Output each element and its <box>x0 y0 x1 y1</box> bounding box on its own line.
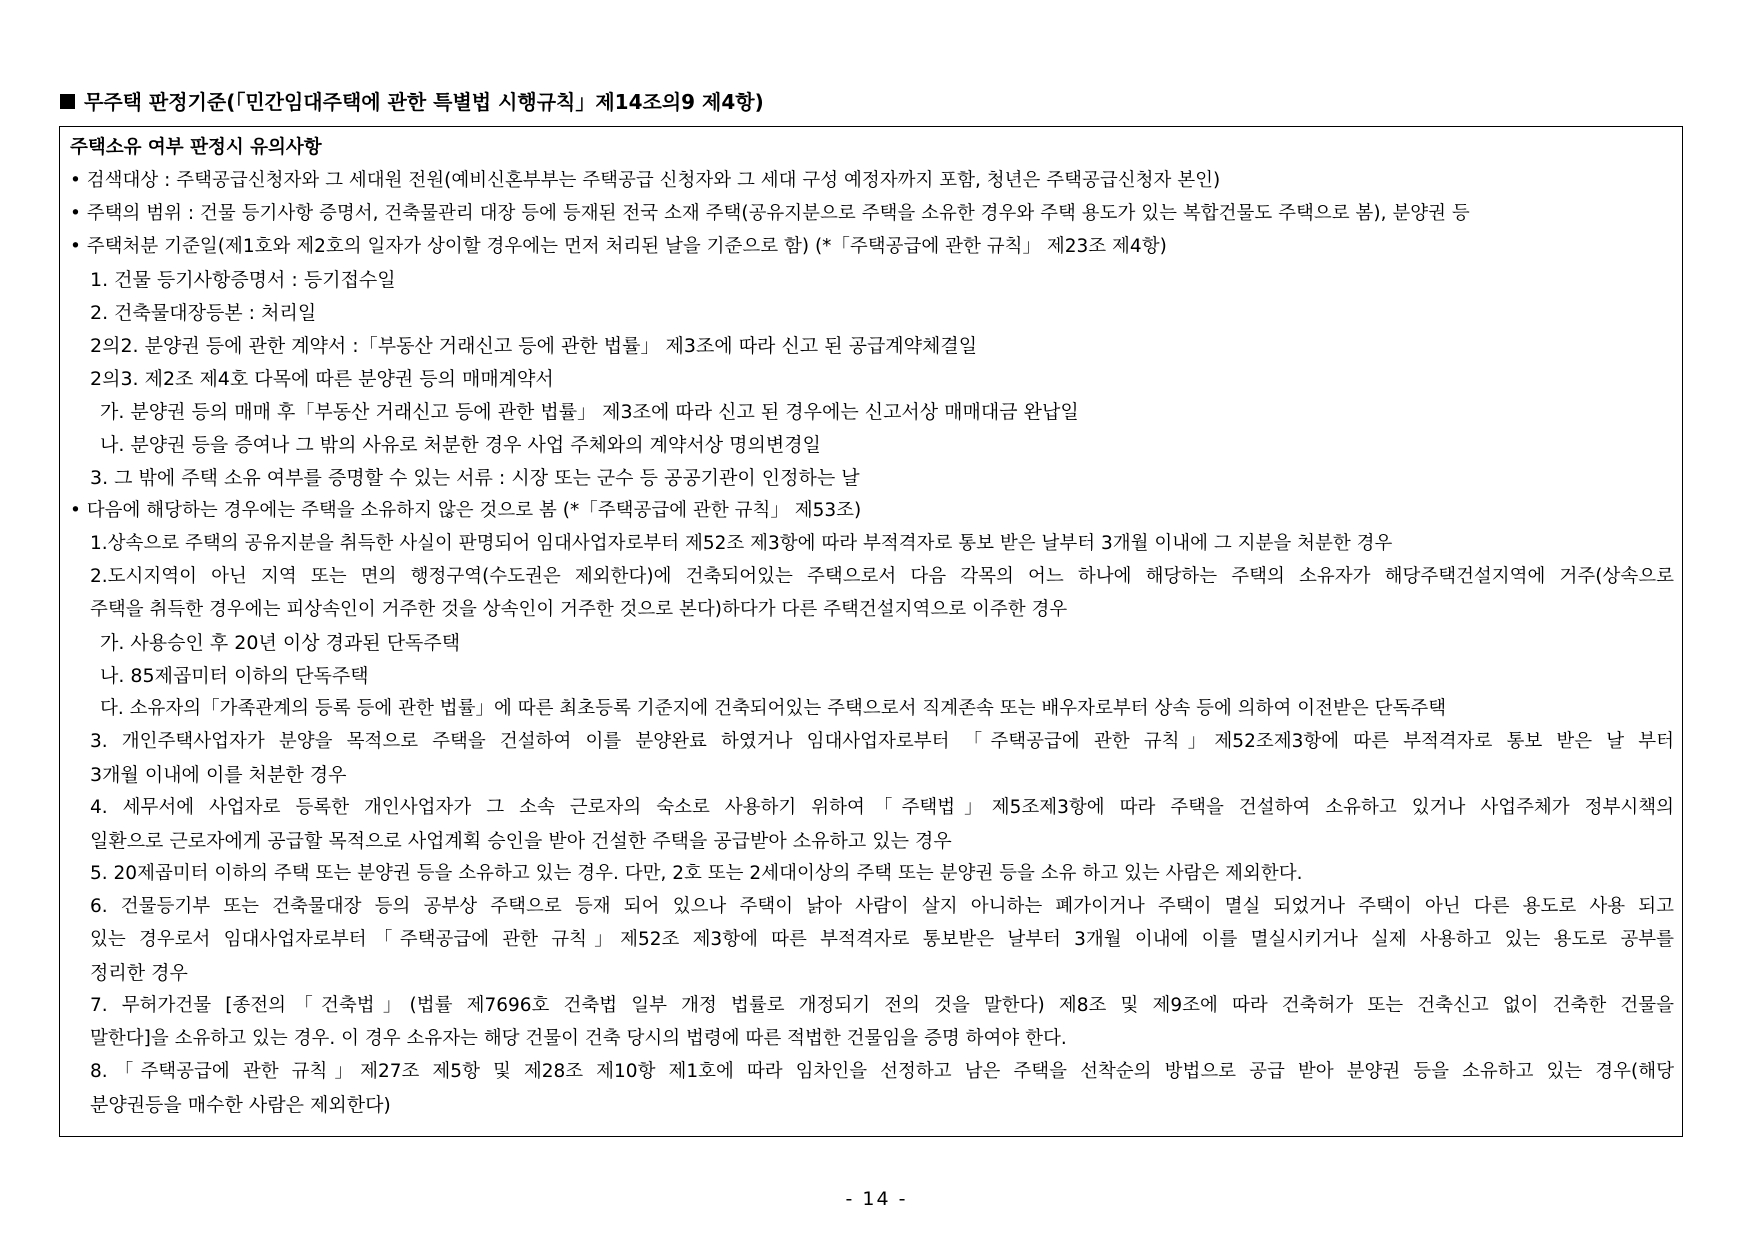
notice-line-search-target: • 검색대상 : 주택공급신청자와 그 세대원 전원(예비신혼부부는 주택공급 신청자와 그 세대 구성 예정자까지 포함, 청년은 주택공급신청자 본인) <box>70 170 1221 191</box>
notice-line-item-1: 1. 건물 등기사항증명서 : 등기접수일 <box>90 269 396 291</box>
notice-line-exempt-3-cont: 3개월 이내에 이를 처분한 경우 <box>90 764 347 786</box>
notice-line-exempt-6: 6. 건물등기부 또는 건축물대장 등의 공부상 주택으로 등재 되어 있으나 주택이 낡아 사람이 살지 아니하는 폐가이거나 주택이 멸실 되었거나 주택이 아닌 다른 용도로 사용 되고 <box>90 896 1674 917</box>
notice-line-exempt-7-cont: 말한다]을 소유하고 있는 경우. 이 경우 소유자는 해당 건물이 건축 당시의 법령에 따른 적법한 건물임을 증명 하여야 한다. <box>90 1028 1067 1049</box>
notice-line-exempt-2: 2.도시지역이 아닌 지역 또는 면의 행정구역(수도권은 제외한다)에 건축되어있는 주택으로서 다음 각목의 어느 하나에 해당하는 주택의 소유자가 해당주택건설지역에 거주(상속으로 <box>90 566 1674 587</box>
notice-line-disposal-date: • 주택처분 기준일(제1호와 제2호의 일자가 상이할 경우에는 먼저 처리된 날을 기준으로 함) (*「주택공급에 관한 규칙」 제23조 제4항) <box>70 236 1167 257</box>
notice-line-exempt-7: 7. 무허가건물 [종전의「건축법」(법률 제7696호 건축법 일부 개정 법률로 개정되기 전의 것을 말한다) 제8조 및 제9조에 따라 건축허가 또는 건축신고 없이 건축한 건물을 <box>90 995 1674 1016</box>
notice-line-exemptions: • 다음에 해당하는 경우에는 주택을 소유하지 않은 것으로 봄 (*「주택공급에 관한 규칙」 제53조) <box>70 500 862 521</box>
notice-line-item-2-3-na: 나. 분양권 등을 증여나 그 밖의 사유로 처분한 경우 사업 주체와의 계약서상 명의변경일 <box>100 434 821 456</box>
notice-line-housing-scope: • 주택의 범위 : 건물 등기사항 증명서, 건축물관리 대장 등에 등재된 전국 소재 주택(공유지분으로 주택을 소유한 경우와 주택 용도가 있는 복합건물도 주택으로 봄), 분양권 등 <box>70 203 1470 224</box>
notice-line-exempt-2-na: 나. 85제곱미터 이하의 단독주택 <box>100 665 369 687</box>
notice-line-exempt-5: 5. 20제곱미터 이하의 주택 또는 분양권 등을 소유하고 있는 경우. 다만, 2호 또는 2세대이상의 주택 또는 분양권 등을 소유 하고 있는 사람은 제외한다. <box>90 863 1303 884</box>
notice-line-item-2-2: 2의2. 분양권 등에 관한 계약서 :「부동산 거래신고 등에 관한 법률」 제3조에 따라 신고 된 공급계약체결일 <box>90 335 978 357</box>
notice-line-exempt-4-cont: 일환으로 근로자에게 공급할 목적으로 사업계획 승인을 받아 건설한 주택을 공급받아 소유하고 있는 경우 <box>90 830 952 852</box>
notice-line-item-2-3-ga: 가. 분양권 등의 매매 후「부동산 거래신고 등에 관한 법률」 제3조에 따라 신고 된 경우에는 신고서상 매매대금 완납일 <box>100 401 1079 423</box>
page-number: - 14 - <box>845 1188 908 1210</box>
black-square-bullet-icon <box>60 94 75 109</box>
notice-line-exempt-2-cont: 주택을 취득한 경우에는 피상속인이 거주한 것을 상속인이 거주한 것으로 본다)하다가 다른 주택건설지역으로 이주한 경우 <box>90 599 1068 620</box>
notice-line-item-3: 3. 그 밖에 주택 소유 여부를 증명할 수 있는 서류 : 시장 또는 군수 등 공공기관이 인정하는 날 <box>90 467 860 489</box>
section-heading <box>60 86 764 115</box>
notice-line-exempt-8: 8.「주택공급에 관한 규칙」제27조 제5항 및 제28조 제10항 제1호에 따라 임차인을 선정하고 남은 주택을 선착순의 방법으로 공급 받아 분양권 등을 소유하고 있는 경우(해당 <box>90 1061 1674 1082</box>
notice-line-exempt-8-cont: 분양권등을 매수한 사람은 제외한다) <box>90 1094 391 1116</box>
notice-line-exempt-6-end: 정리한 경우 <box>90 962 188 984</box>
notice-line-exempt-2-ga: 가. 사용승인 후 20년 이상 경과된 단독주택 <box>100 632 461 654</box>
notice-box-title: 주택소유 여부 판정시 유의사항 <box>70 137 322 158</box>
notice-line-exempt-2-da: 다. 소유자의「가족관계의 등록 등에 관한 법률」에 따른 최초등록 기준지에 건축되어있는 주택으로서 직계존속 또는 배우자로부터 상속 등에 의하여 이전받은 단독주택 <box>100 698 1447 719</box>
notice-line-item-2-3: 2의3. 제2조 제4호 다목에 따른 분양권 등의 매매계약서 <box>90 368 554 390</box>
notice-line-exempt-4: 4. 세무서에 사업자로 등록한 개인사업자가 그 소속 근로자의 숙소로 사용하기 위하여「주택법」제5조제3항에 따라 주택을 건설하여 소유하고 있거나 사업주체가 정부시책의 <box>90 797 1674 818</box>
section-heading-text: 무주택 판정기준(「민간임대주택에 관한 특별법 시행규칙」제14조의9 제4항) <box>84 90 764 114</box>
notice-line-exempt-1: 1.상속으로 주택의 공유지분을 취득한 사실이 판명되어 임대사업자로부터 제52조 제3항에 따라 부적격자로 통보 받은 날부터 3개월 이내에 그 지분을 처분한 경우 <box>90 533 1393 554</box>
notice-line-exempt-3: 3. 개인주택사업자가 분양을 목적으로 주택을 건설하여 이를 분양완료 하였거나 임대사업자로부터 「주택공급에 관한 규칙」제52조제3항에 따른 부적격자로 통보 받은 날 부터 <box>90 731 1674 752</box>
notice-line-exempt-6-cont: 있는 경우로서 임대사업자로부터「주택공급에 관한 규칙」제52조 제3항에 따른 부적격자로 통보받은 날부터 3개월 이내에 이를 멸실시키거나 실제 사용하고 있는 용도로 공부를 <box>90 929 1674 950</box>
notice-box <box>59 126 1683 1137</box>
notice-line-item-2: 2. 건축물대장등본 : 처리일 <box>90 302 317 324</box>
